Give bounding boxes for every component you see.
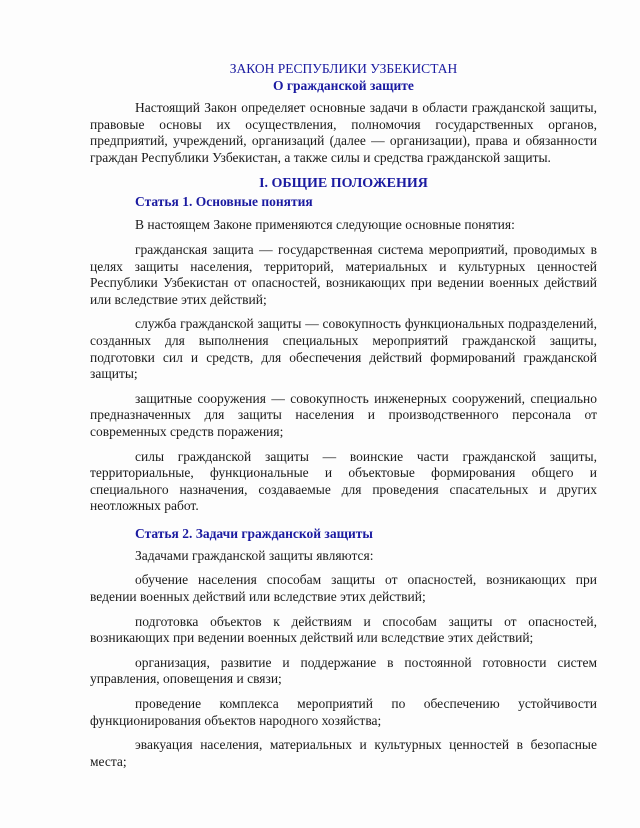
definition-civil-protection: гражданская защита — государственная система мероприятий, проводимых в целях защиты населения, территорий, материальных и культурных ценностей Республики Узбекистан от опасностей, возникающих при ведении военных действий или вследствие этих действий;	[90, 241, 597, 307]
article-2-title: Статья 2. Задачи гражданской защиты	[135, 525, 373, 541]
task-economy-stability: проведение комплекса мероприятий по обеспечению устойчивости функционирования объектов народного хозяйства;	[90, 696, 597, 728]
law-subtitle: О гражданской защите	[273, 78, 414, 93]
article-1-intro: В настоящем Законе применяются следующие основные понятия:	[135, 217, 515, 233]
task-facility-preparation: подготовка объектов к действиям и способам защиты от опасностей, возникающих при ведении военных действий или вследствие этих действий;	[90, 613, 597, 646]
section-title-general-provisions: I. ОБЩИЕ ПОЛОЖЕНИЯ	[259, 176, 428, 192]
task-population-training: обучение населения способам защиты от опасностей, возникающих при ведении военных действий или вследствие этих действий;	[90, 572, 597, 605]
task-control-warning-systems: организация, развитие и поддержание в постоянной готовности систем управления, оповещения и связи;	[90, 654, 597, 687]
document-page	[90, 60, 597, 770]
definition-civil-protection-service: служба гражданской защиты — совокупность функциональных подразделений, созданных для выполнения специальных мероприятий гражданской защиты, подготовки сил и средств, для обеспечения действий формирований гражданской защиты;	[90, 316, 597, 382]
law-title: ЗАКОН РЕСПУБЛИКИ УЗБЕКИСТАН	[229, 61, 458, 76]
preamble-paragraph: Настоящий Закон определяет основные задачи в области гражданской защиты, правовые основы их осуществления, полномочия государственных органов, предприятий, учреждений, организаций (далее — организации), права и обязанности граждан Республики Узбекистан, а также силы и средства гражданской защиты.	[90, 100, 597, 165]
task-evacuation: эвакуация населения, материальных и культурных ценностей в безопасные места;	[90, 737, 597, 769]
definition-civil-protection-forces: силы гражданской защиты — воинские части гражданской защиты, территориальные, функциональные и объектовые формирования общего и специального назначения, создаваемые для проведения спасательных и других неотложных работ.	[90, 448, 597, 514]
article-2-intro: Задачами гражданской защиты являются:	[135, 547, 374, 563]
article-1-title: Статья 1. Основные понятия	[135, 194, 313, 210]
definition-protective-structures: защитные сооружения — совокупность инженерных сооружений, специально предназначенных для защиты населения и производственного персонала от современных средств поражения;	[90, 390, 597, 439]
